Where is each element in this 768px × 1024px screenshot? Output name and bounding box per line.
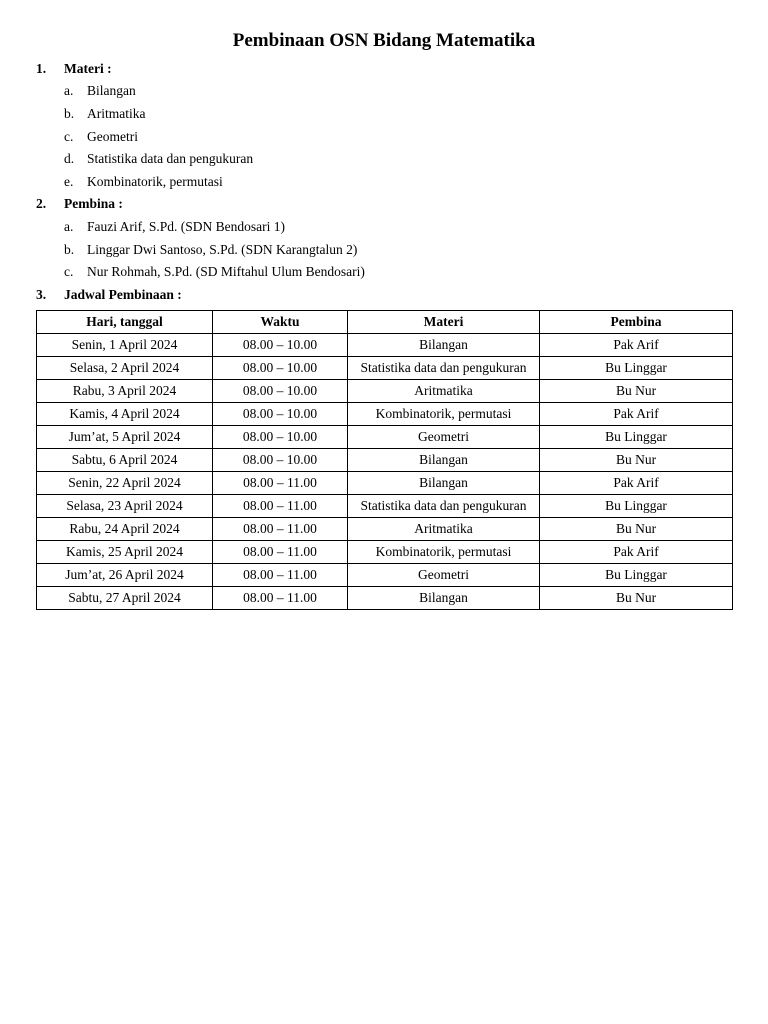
cell-hari-tanggal: Selasa, 2 April 2024 bbox=[37, 357, 213, 380]
cell-hari-tanggal: Jum’at, 5 April 2024 bbox=[37, 426, 213, 449]
materi-item bbox=[64, 82, 136, 100]
cell-hari-tanggal: Sabtu, 6 April 2024 bbox=[37, 449, 213, 472]
table-row bbox=[37, 449, 733, 472]
table-row bbox=[37, 587, 733, 610]
cell-waktu: 08.00 – 11.00 bbox=[213, 495, 348, 518]
cell-hari-tanggal: Rabu, 3 April 2024 bbox=[37, 380, 213, 403]
table-row bbox=[37, 334, 733, 357]
cell-pembina: Bu Nur bbox=[540, 518, 733, 541]
item-letter: a. bbox=[64, 219, 74, 234]
section-heading-text: Pembina : bbox=[64, 196, 123, 211]
cell-materi: Kombinatorik, permutasi bbox=[348, 541, 540, 564]
cell-materi: Geometri bbox=[348, 426, 540, 449]
cell-materi: Geometri bbox=[348, 564, 540, 587]
cell-pembina: Bu Linggar bbox=[540, 495, 733, 518]
cell-pembina: Pak Arif bbox=[540, 403, 733, 426]
cell-materi: Bilangan bbox=[348, 587, 540, 610]
cell-waktu: 08.00 – 11.00 bbox=[213, 541, 348, 564]
cell-materi: Kombinatorik, permutasi bbox=[348, 403, 540, 426]
item-text: Kombinatorik, permutasi bbox=[87, 174, 223, 189]
header-materi: Materi bbox=[348, 311, 540, 334]
cell-hari-tanggal: Sabtu, 27 April 2024 bbox=[37, 587, 213, 610]
document-title: Pembinaan OSN Bidang Matematika bbox=[232, 30, 536, 51]
item-letter: c. bbox=[64, 129, 74, 144]
cell-waktu: 08.00 – 10.00 bbox=[213, 403, 348, 426]
cell-pembina: Bu Linggar bbox=[540, 564, 733, 587]
cell-pembina: Bu Linggar bbox=[540, 426, 733, 449]
cell-waktu: 08.00 – 11.00 bbox=[213, 518, 348, 541]
cell-waktu: 08.00 – 10.00 bbox=[213, 380, 348, 403]
cell-pembina: Bu Nur bbox=[540, 380, 733, 403]
cell-materi: Aritmatika bbox=[348, 380, 540, 403]
table-row bbox=[37, 564, 733, 587]
item-letter: b. bbox=[64, 242, 75, 257]
cell-hari-tanggal: Jum’at, 26 April 2024 bbox=[37, 564, 213, 587]
cell-pembina: Bu Nur bbox=[540, 449, 733, 472]
cell-waktu: 08.00 – 11.00 bbox=[213, 472, 348, 495]
item-text: Linggar Dwi Santoso, S.Pd. (SDN Karangtalun 2) bbox=[87, 242, 358, 257]
item-text: Geometri bbox=[87, 129, 138, 144]
cell-pembina: Pak Arif bbox=[540, 334, 733, 357]
materi-item bbox=[64, 128, 138, 146]
cell-pembina: Bu Linggar bbox=[540, 357, 733, 380]
cell-waktu: 08.00 – 10.00 bbox=[213, 357, 348, 380]
item-text: Statistika data dan pengukuran bbox=[87, 151, 254, 166]
cell-pembina: Pak Arif bbox=[540, 541, 733, 564]
schedule-table bbox=[36, 310, 733, 610]
materi-item bbox=[64, 150, 253, 168]
cell-waktu: 08.00 – 10.00 bbox=[213, 334, 348, 357]
materi-item bbox=[64, 173, 223, 191]
cell-hari-tanggal: Senin, 22 April 2024 bbox=[37, 472, 213, 495]
cell-hari-tanggal: Kamis, 25 April 2024 bbox=[37, 541, 213, 564]
item-letter: a. bbox=[64, 83, 74, 98]
pembina-item bbox=[64, 218, 285, 236]
item-text: Nur Rohmah, S.Pd. (SD Miftahul Ulum Bendosari) bbox=[87, 264, 365, 279]
pembina-item bbox=[64, 263, 365, 281]
table-row bbox=[37, 495, 733, 518]
cell-materi: Bilangan bbox=[348, 472, 540, 495]
pembina-item bbox=[64, 241, 357, 259]
cell-hari-tanggal: Rabu, 24 April 2024 bbox=[37, 518, 213, 541]
cell-materi: Bilangan bbox=[348, 334, 540, 357]
item-letter: e. bbox=[64, 174, 74, 189]
table-row bbox=[37, 426, 733, 449]
header-waktu: Waktu bbox=[213, 311, 348, 334]
item-text: Aritmatika bbox=[87, 106, 146, 121]
cell-waktu: 08.00 – 10.00 bbox=[213, 449, 348, 472]
cell-pembina: Pak Arif bbox=[540, 472, 733, 495]
section-heading-text: Jadwal Pembinaan : bbox=[64, 287, 182, 302]
item-letter: c. bbox=[64, 264, 74, 279]
section-number: 3. bbox=[36, 287, 47, 302]
item-letter: b. bbox=[64, 106, 75, 121]
table-row bbox=[37, 472, 733, 495]
table-row bbox=[37, 403, 733, 426]
cell-waktu: 08.00 – 11.00 bbox=[213, 587, 348, 610]
cell-materi: Statistika data dan pengukuran bbox=[348, 495, 540, 518]
table-row bbox=[37, 541, 733, 564]
header-pembina: Pembina bbox=[540, 311, 733, 334]
section-pembina-heading bbox=[36, 195, 123, 213]
materi-item bbox=[64, 105, 145, 123]
cell-hari-tanggal: Kamis, 4 April 2024 bbox=[37, 403, 213, 426]
cell-hari-tanggal: Selasa, 23 April 2024 bbox=[37, 495, 213, 518]
section-heading-text: Materi : bbox=[64, 61, 112, 76]
section-number: 1. bbox=[36, 61, 47, 76]
section-number: 2. bbox=[36, 196, 47, 211]
cell-materi: Bilangan bbox=[348, 449, 540, 472]
cell-pembina: Bu Nur bbox=[540, 587, 733, 610]
section-materi-heading bbox=[36, 60, 112, 78]
header-hari-tanggal: Hari, tanggal bbox=[37, 311, 213, 334]
cell-waktu: 08.00 – 11.00 bbox=[213, 564, 348, 587]
table-row bbox=[37, 380, 733, 403]
table-row bbox=[37, 518, 733, 541]
cell-hari-tanggal: Senin, 1 April 2024 bbox=[37, 334, 213, 357]
cell-materi: Aritmatika bbox=[348, 518, 540, 541]
table-header-row bbox=[37, 311, 733, 334]
table-row bbox=[37, 357, 733, 380]
item-text: Fauzi Arif, S.Pd. (SDN Bendosari 1) bbox=[87, 219, 285, 234]
item-text: Bilangan bbox=[87, 83, 136, 98]
cell-materi: Statistika data dan pengukuran bbox=[348, 357, 540, 380]
cell-waktu: 08.00 – 10.00 bbox=[213, 426, 348, 449]
section-jadwal-heading bbox=[36, 286, 182, 304]
item-letter: d. bbox=[64, 151, 75, 166]
